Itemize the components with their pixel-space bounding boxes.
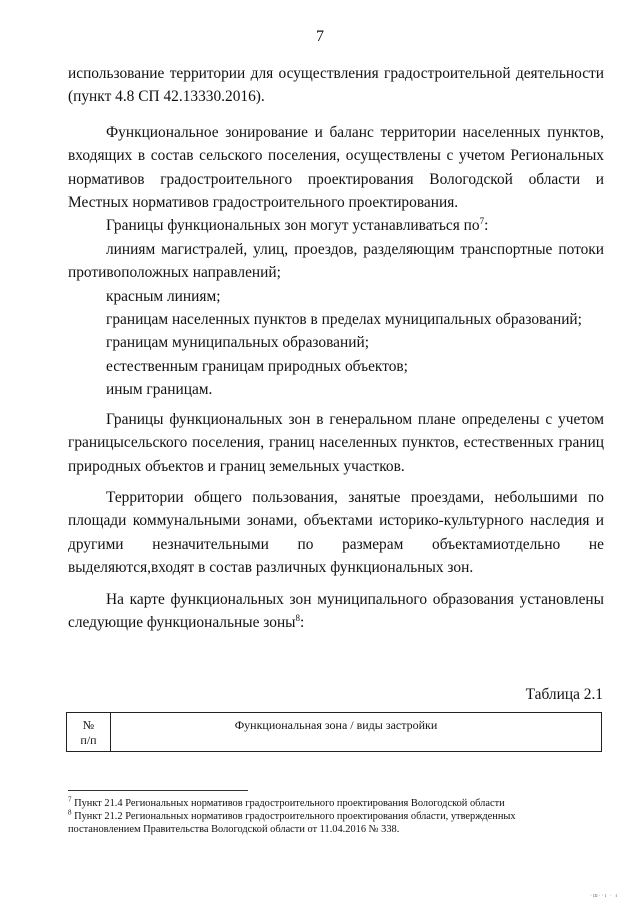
paragraph-general-plan: Границы функциональных зон в генеральном плане определены с учетом границысельского поселения, границ населенных пунктов, естественных границ природных объектов и границ земельных участков. [68,410,604,475]
scan-mark: ·ш··ı · ı [590,893,618,899]
boundaries-intro-colon: : [484,217,489,235]
footnote-ref-8: 8 [295,612,301,623]
paragraph-continued-end: (пункт 4.8 СП 42.13330.2016). [68,88,265,106]
list-item-red-lines: красным линиям; [106,287,221,305]
map-zones-colon: : [300,613,305,631]
footnote-separator [68,790,248,791]
paragraph-zoning: Функциональное зонирование и баланс территории населенных пунктов, входящих в состав сельского поселения, осуществлены с учетом Региональных нормативов градостроительного проектирования Вологодской области и Местных нормативов градостроительного проектирования. [68,123,604,212]
table-header-num-symbol: № [82,718,95,732]
table-header-num [67,713,111,751]
list-item-other: иным границам. [106,381,213,399]
footnote-7-text: Пункт 21.4 Региональных нормативов градостроительного проектирования Вологодской области [71,798,505,809]
table-caption: Таблица 2.1 [525,686,603,703]
footnotes [68,797,588,836]
boundaries-intro-text: Границы функциональных зон могут устанавливаться по [106,217,480,235]
zones-table [66,712,602,752]
map-zones-text: На карте функциональных зон муниципального образования установлены следующие функциональные зоны [68,590,604,631]
footnote-7-mark: 7 [68,795,72,804]
list-item-settlements: границам населенных пунктов в пределах муниципальных образований; [106,311,582,329]
table-header-num-label: п/п [80,733,97,747]
list-item-natural: естественным границам природных объектов; [106,357,408,375]
footnote-7 [68,797,588,810]
paragraph-continued: использование территории для осуществления градостроительной деятельности [68,65,604,82]
footnote-8-text: Пункт 21.2 Региональных нормативов градостроительного проектирования области, утвержденных постановлением Правительства Вологодской области от 11.04.2016 № 338. [68,811,516,835]
paragraph-public-territories: Территории общего пользования, занятые проездами, небольшими по площади коммунальными зонами, объектами историко-культурного наследия и другими незначительными по размерам объектамиотдельно не выделяются,входят в состав различных функциональных зон. [68,488,604,577]
paragraph-map-zones [68,588,604,635]
footnote-ref-7: 7 [479,216,485,227]
body-text [68,62,604,634]
list-item-municipal: границам муниципальных образований; [106,334,369,352]
list-item-highways: линиям магистралей, улиц, проездов, разделяющим транспортные потоки противоположных направлений; [68,240,604,282]
table-header-zone: Функциональная зона / виды застройки [234,718,438,732]
paragraph-boundaries-intro [68,214,604,237]
footnote-8-mark: 8 [68,808,72,817]
footnote-8 [68,810,588,836]
page-number: 7 [316,28,324,45]
